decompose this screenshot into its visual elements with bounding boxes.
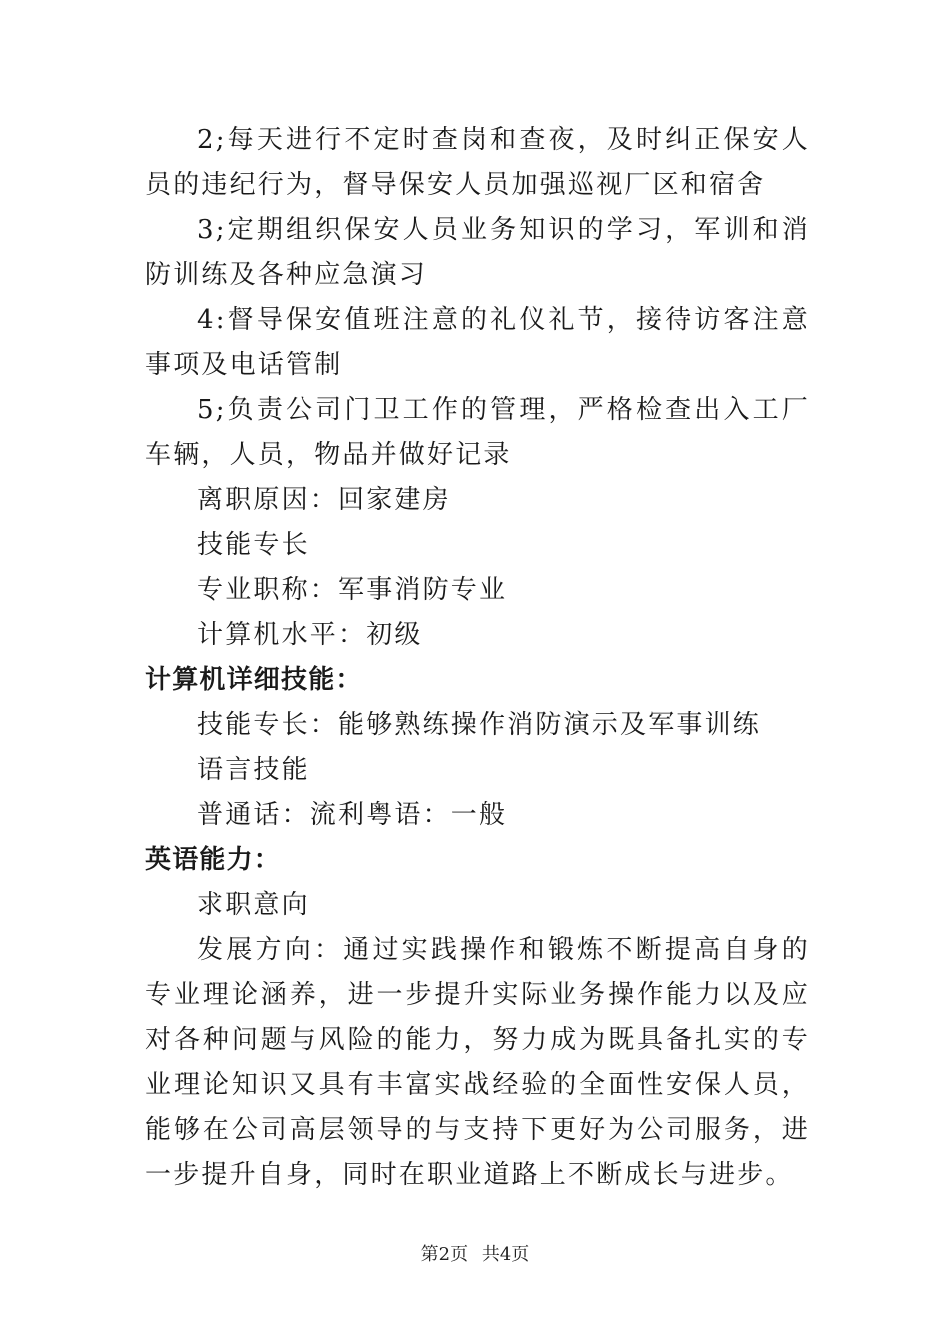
computer-level: 计算机水平：初级 — [197, 620, 423, 650]
professional-title: 专业职称：军事消防专业 — [197, 575, 508, 605]
skills-heading: 技能专长 — [197, 530, 310, 560]
duty-item-5: 5;负责公司门卫工作的管理，严格检查出入工厂车辆，人员，物品并做好记录 — [145, 395, 810, 470]
duty-item-4: 4:督导保安值班注意的礼仪礼节，接待访客注意事项及电话管制 — [145, 305, 810, 380]
document-body — [145, 118, 810, 1198]
duty-item-3: 3;定期组织保安人员业务知识的学习，军训和消防训练及各种应急演习 — [145, 215, 810, 290]
leave-reason: 离职原因：回家建房 — [197, 485, 451, 515]
duty-item-2: 2;每天进行不定时查岗和查夜，及时纠正保安人员的违纪行为，督导保安人员加强巡视厂区和宿舍 — [145, 125, 810, 200]
skill-detail: 技能专长：能够熟练操作消防演示及军事训练 — [197, 710, 762, 740]
development-direction: 发展方向：通过实践操作和锻炼不断提高自身的专业理论涵养，进一步提升实际业务操作能力以及应对各种问题与风险的能力，努力成为既具备扎实的专业理论知识又具有丰富实战经验的全面性安保人员，能够在公司高层领导的与支持下更好为公司服务，进一步提升自身，同时在职业道路上不断成长与进步。 — [145, 935, 810, 1190]
page-total: 共4页 — [481, 1244, 530, 1265]
page-footer — [0, 1240, 950, 1266]
language-heading: 语言技能 — [197, 755, 310, 785]
intent-heading: 求职意向 — [197, 890, 310, 920]
english-heading: 英语能力： — [145, 845, 282, 875]
computer-skills-heading: 计算机详细技能： — [145, 665, 363, 695]
page-number: 第2页 — [420, 1244, 469, 1265]
language-detail: 普通话：流利粤语：一般 — [197, 800, 508, 830]
